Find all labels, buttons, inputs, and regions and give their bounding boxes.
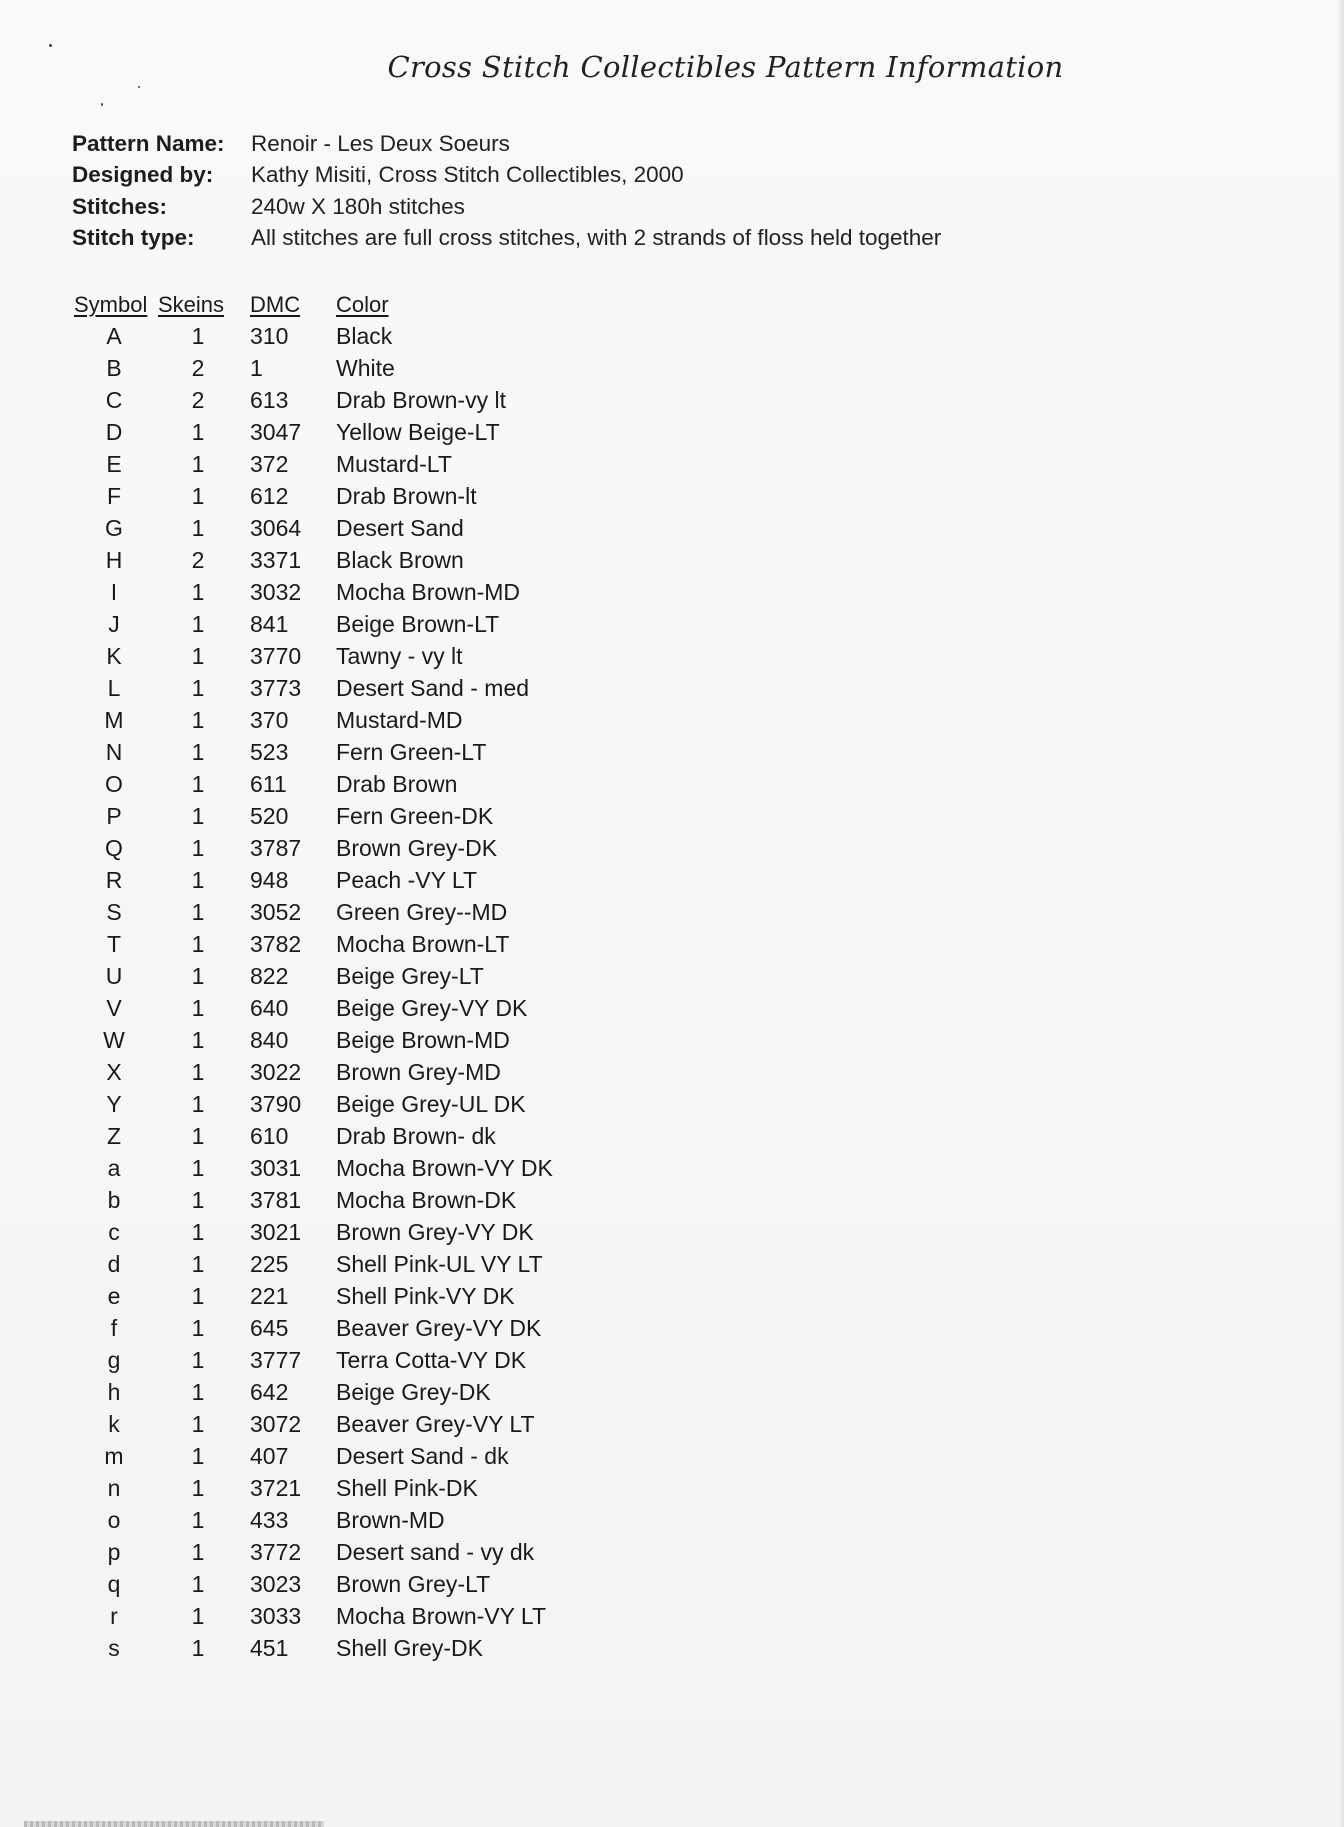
- table-row: [74, 736, 634, 768]
- symbol-cell: Q: [105, 834, 123, 861]
- color-cell: Beaver Grey-VY DK: [336, 1314, 542, 1341]
- table-row: [74, 768, 634, 800]
- skeins-cell: 1: [191, 1506, 205, 1533]
- symbol-cell: U: [105, 962, 123, 989]
- table-row: [74, 1312, 634, 1344]
- skeins-cell: 1: [191, 706, 205, 733]
- skeins-cell: 1: [191, 866, 205, 893]
- symbol-cell: m: [104, 1442, 124, 1469]
- symbol-cell: Y: [106, 1090, 122, 1117]
- color-cell: Beige Grey-LT: [336, 962, 484, 989]
- table-row: [74, 1376, 634, 1408]
- symbol-cell: k: [108, 1410, 120, 1437]
- table-row: [74, 864, 634, 896]
- table-row: [74, 640, 634, 672]
- table-row: [74, 960, 634, 992]
- dmc-cell: 645: [250, 1314, 289, 1341]
- table-row: [74, 1600, 634, 1632]
- table-row: [74, 544, 634, 576]
- dmc-cell: 640: [250, 994, 289, 1021]
- dmc-cell: 3047: [250, 418, 302, 445]
- color-cell: Green Grey--MD: [336, 898, 508, 925]
- dmc-cell: 3790: [250, 1090, 302, 1117]
- dmc-cell: 3773: [250, 674, 302, 701]
- table-row: [74, 1472, 634, 1504]
- scan-edge: [24, 1821, 324, 1827]
- symbol-cell: A: [106, 322, 122, 349]
- symbol-cell: N: [105, 738, 123, 765]
- color-cell: Desert Sand: [336, 514, 464, 541]
- scan-speck: [101, 103, 103, 106]
- page-edge: [1338, 0, 1344, 1827]
- scan-speck: [138, 86, 140, 88]
- table-row: [74, 1408, 634, 1440]
- info-label: Designed by:: [72, 162, 214, 188]
- table-row: [74, 1344, 634, 1376]
- table-row: [74, 1536, 634, 1568]
- symbol-cell: B: [106, 354, 122, 381]
- skeins-cell: 1: [191, 1570, 205, 1597]
- skeins-cell: 1: [191, 1058, 205, 1085]
- table-row: [74, 1152, 634, 1184]
- color-cell: Mocha Brown-VY LT: [336, 1602, 547, 1629]
- color-cell: Brown Grey-VY DK: [336, 1218, 534, 1245]
- color-cell: Mustard-MD: [336, 706, 463, 733]
- table-row: [74, 1248, 634, 1280]
- skeins-cell: 1: [191, 610, 205, 637]
- color-cell: Shell Grey-DK: [336, 1634, 483, 1661]
- header-dmc: DMC: [250, 292, 301, 317]
- dmc-cell: 523: [250, 738, 289, 765]
- table-header: [74, 290, 634, 320]
- table-row: [74, 832, 634, 864]
- dmc-cell: 3781: [250, 1186, 302, 1213]
- symbol-cell: J: [108, 610, 120, 637]
- info-label: Stitch type:: [72, 225, 195, 251]
- color-cell: Brown Grey-DK: [336, 834, 498, 861]
- dmc-cell: 840: [250, 1026, 289, 1053]
- color-cell: Mocha Brown-VY DK: [336, 1154, 553, 1181]
- skeins-cell: 1: [191, 1346, 205, 1373]
- skeins-cell: 1: [191, 1026, 205, 1053]
- dmc-cell: 3031: [250, 1154, 302, 1181]
- dmc-cell: 520: [250, 802, 289, 829]
- color-cell: Brown Grey-MD: [336, 1058, 501, 1085]
- info-label: Pattern Name:: [72, 130, 225, 156]
- color-cell: Beaver Grey-VY LT: [336, 1410, 535, 1437]
- dmc-cell: 3022: [250, 1058, 302, 1085]
- table-row: [74, 384, 634, 416]
- header-color-cell: [334, 292, 634, 318]
- color-cell: Black Brown: [336, 546, 464, 573]
- symbol-cell: X: [106, 1058, 122, 1085]
- skeins-cell: 1: [191, 1442, 205, 1469]
- dmc-cell: 433: [250, 1506, 289, 1533]
- skeins-cell: 2: [191, 386, 205, 413]
- info-row-stitches: [72, 191, 941, 223]
- symbol-cell: T: [106, 930, 122, 957]
- dmc-cell: 3770: [250, 642, 302, 669]
- skeins-cell: 1: [191, 1314, 205, 1341]
- color-cell: Fern Green-DK: [336, 802, 494, 829]
- skeins-cell: 1: [191, 898, 205, 925]
- header-skeins: Skeins: [158, 292, 225, 317]
- color-cell: Mustard-LT: [336, 450, 452, 477]
- symbol-cell: W: [103, 1026, 125, 1053]
- symbol-cell: Z: [106, 1122, 122, 1149]
- table-row: [74, 1088, 634, 1120]
- skeins-cell: 1: [191, 1474, 205, 1501]
- color-cell: Black: [336, 322, 393, 349]
- skeins-cell: 1: [191, 1186, 205, 1213]
- info-row-stitch-type: [72, 223, 941, 255]
- color-cell: Shell Pink-DK: [336, 1474, 478, 1501]
- skeins-cell: 1: [191, 770, 205, 797]
- skeins-cell: 1: [191, 514, 205, 541]
- symbol-cell: K: [106, 642, 122, 669]
- table-row: [74, 608, 634, 640]
- symbol-cell: C: [105, 386, 123, 413]
- skeins-cell: 1: [191, 1538, 205, 1565]
- skeins-cell: 1: [191, 482, 205, 509]
- table-row: [74, 352, 634, 384]
- info-value: 240w X 180h stitches: [251, 193, 465, 219]
- table-row: [74, 448, 634, 480]
- pattern-info: [72, 128, 941, 254]
- symbol-cell: e: [107, 1282, 121, 1309]
- skeins-cell: 1: [191, 1122, 205, 1149]
- symbol-cell: P: [106, 802, 122, 829]
- info-value: All stitches are full cross stitches, with 2 strands of floss held together: [251, 225, 942, 251]
- table-row: [74, 1024, 634, 1056]
- dmc-cell: 3052: [250, 898, 302, 925]
- skeins-cell: 1: [191, 1250, 205, 1277]
- table-row: [74, 896, 634, 928]
- info-value: Renoir - Les Deux Soeurs: [251, 130, 510, 156]
- skeins-cell: 1: [191, 994, 205, 1021]
- symbol-cell: p: [107, 1538, 121, 1565]
- floss-table: [74, 290, 634, 1664]
- table-row: [74, 928, 634, 960]
- skeins-cell: 1: [191, 738, 205, 765]
- table-row: [74, 704, 634, 736]
- skeins-cell: 2: [191, 546, 205, 573]
- header-symbol-cell: [74, 292, 154, 318]
- skeins-cell: 1: [191, 930, 205, 957]
- dmc-cell: 225: [250, 1250, 289, 1277]
- skeins-cell: 2: [191, 354, 205, 381]
- color-cell: Terra Cotta-VY DK: [336, 1346, 527, 1373]
- color-cell: Drab Brown-vy lt: [336, 386, 506, 413]
- color-cell: Mocha Brown-LT: [336, 930, 510, 957]
- dmc-cell: 3072: [250, 1410, 302, 1437]
- dmc-cell: 613: [250, 386, 289, 413]
- table-row: [74, 1440, 634, 1472]
- symbol-cell: M: [104, 706, 124, 733]
- skeins-cell: 1: [191, 962, 205, 989]
- color-cell: Beige Grey-VY DK: [336, 994, 528, 1021]
- symbol-cell: L: [107, 674, 121, 701]
- skeins-cell: 1: [191, 1602, 205, 1629]
- dmc-cell: 3772: [250, 1538, 302, 1565]
- table-row: [74, 1216, 634, 1248]
- table-row: [74, 672, 634, 704]
- dmc-cell: 948: [250, 866, 289, 893]
- symbol-cell: g: [107, 1346, 121, 1373]
- color-cell: Beige Brown-LT: [336, 610, 500, 637]
- dmc-cell: 612: [250, 482, 289, 509]
- color-cell: Drab Brown-lt: [336, 482, 477, 509]
- color-cell: Tawny - vy lt: [336, 642, 463, 669]
- color-cell: Peach -VY LT: [336, 866, 478, 893]
- color-cell: Desert Sand - dk: [336, 1442, 509, 1469]
- color-cell: Shell Pink-UL VY LT: [336, 1250, 543, 1277]
- dmc-cell: 822: [250, 962, 289, 989]
- dmc-cell: 3032: [250, 578, 302, 605]
- table-row: [74, 320, 634, 352]
- skeins-cell: 1: [191, 322, 205, 349]
- dmc-cell: 372: [250, 450, 289, 477]
- dmc-cell: 3371: [250, 546, 302, 573]
- skeins-cell: 1: [191, 1154, 205, 1181]
- color-cell: Fern Green-LT: [336, 738, 487, 765]
- dmc-cell: 841: [250, 610, 289, 637]
- color-cell: Drab Brown- dk: [336, 1122, 496, 1149]
- dmc-cell: 3787: [250, 834, 302, 861]
- skeins-cell: 1: [191, 642, 205, 669]
- symbol-cell: E: [106, 450, 122, 477]
- color-cell: Drab Brown: [336, 770, 458, 797]
- scan-speck: [49, 44, 52, 47]
- skeins-cell: 1: [191, 1218, 205, 1245]
- header-color: Color: [336, 292, 389, 317]
- table-row: [74, 1184, 634, 1216]
- table-row: [74, 992, 634, 1024]
- page-title: Cross Stitch Collectibles Pattern Information: [387, 50, 1064, 84]
- table-row: [74, 512, 634, 544]
- symbol-cell: d: [107, 1250, 121, 1277]
- color-cell: Beige Grey-DK: [336, 1378, 491, 1405]
- symbol-cell: O: [105, 770, 123, 797]
- color-cell: Yellow Beige-LT: [336, 418, 500, 445]
- table-row: [74, 1504, 634, 1536]
- dmc-cell: 3021: [250, 1218, 302, 1245]
- dmc-cell: 370: [250, 706, 289, 733]
- color-cell: Mocha Brown-DK: [336, 1186, 517, 1213]
- symbol-cell: s: [108, 1634, 120, 1661]
- color-cell: Brown-MD: [336, 1506, 445, 1533]
- symbol-cell: V: [106, 994, 122, 1021]
- color-cell: Beige Brown-MD: [336, 1026, 510, 1053]
- symbol-cell: q: [107, 1570, 121, 1597]
- color-cell: Desert Sand - med: [336, 674, 530, 701]
- symbol-cell: r: [110, 1602, 118, 1629]
- symbol-cell: D: [105, 418, 123, 445]
- table-row: [74, 1120, 634, 1152]
- symbol-cell: S: [106, 898, 122, 925]
- color-cell: White: [336, 354, 395, 381]
- dmc-cell: 310: [250, 322, 289, 349]
- symbol-cell: h: [107, 1378, 121, 1405]
- dmc-cell: 1: [250, 354, 263, 381]
- table-row: [74, 576, 634, 608]
- info-label: Stitches:: [72, 193, 168, 219]
- color-cell: Mocha Brown-MD: [336, 578, 521, 605]
- header-symbol: Symbol: [74, 292, 148, 317]
- header-dmc-cell: [242, 292, 334, 318]
- symbol-cell: f: [110, 1314, 118, 1341]
- info-row-designed-by: [72, 160, 941, 192]
- skeins-cell: 1: [191, 1282, 205, 1309]
- skeins-cell: 1: [191, 1090, 205, 1117]
- symbol-cell: F: [106, 482, 122, 509]
- skeins-cell: 1: [191, 834, 205, 861]
- dmc-cell: 611: [250, 770, 287, 797]
- skeins-cell: 1: [191, 418, 205, 445]
- color-cell: Shell Pink-VY DK: [336, 1282, 515, 1309]
- header-skeins-cell: [154, 292, 242, 318]
- table-body: [74, 320, 634, 1664]
- color-cell: Desert sand - vy dk: [336, 1538, 535, 1565]
- symbol-cell: c: [108, 1218, 120, 1245]
- symbol-cell: H: [105, 546, 123, 573]
- table-row: [74, 1568, 634, 1600]
- symbol-cell: b: [107, 1186, 121, 1213]
- skeins-cell: 1: [191, 578, 205, 605]
- skeins-cell: 1: [191, 802, 205, 829]
- table-row: [74, 416, 634, 448]
- info-row-pattern-name: [72, 128, 941, 160]
- table-row: [74, 1632, 634, 1664]
- color-cell: Beige Grey-UL DK: [336, 1090, 526, 1117]
- symbol-cell: I: [110, 578, 118, 605]
- symbol-cell: n: [107, 1474, 121, 1501]
- dmc-cell: 451: [250, 1634, 289, 1661]
- skeins-cell: 1: [191, 1410, 205, 1437]
- dmc-cell: 3782: [250, 930, 302, 957]
- table-row: [74, 480, 634, 512]
- skeins-cell: 1: [191, 1378, 205, 1405]
- table-row: [74, 800, 634, 832]
- symbol-cell: R: [105, 866, 123, 893]
- table-row: [74, 1056, 634, 1088]
- symbol-cell: G: [105, 514, 123, 541]
- skeins-cell: 1: [191, 450, 205, 477]
- color-cell: Brown Grey-LT: [336, 1570, 491, 1597]
- dmc-cell: 642: [250, 1378, 289, 1405]
- dmc-cell: 221: [250, 1282, 289, 1309]
- info-value: Kathy Misiti, Cross Stitch Collectibles, 2000: [251, 162, 684, 188]
- table-row: [74, 1280, 634, 1312]
- dmc-cell: 3721: [250, 1474, 302, 1501]
- symbol-cell: o: [107, 1506, 121, 1533]
- dmc-cell: 3777: [250, 1346, 302, 1373]
- dmc-cell: 3033: [250, 1602, 302, 1629]
- symbol-cell: a: [107, 1154, 121, 1181]
- dmc-cell: 610: [250, 1122, 289, 1149]
- skeins-cell: 1: [191, 1634, 205, 1661]
- dmc-cell: 3064: [250, 514, 302, 541]
- dmc-cell: 3023: [250, 1570, 302, 1597]
- dmc-cell: 407: [250, 1442, 289, 1469]
- skeins-cell: 1: [191, 674, 205, 701]
